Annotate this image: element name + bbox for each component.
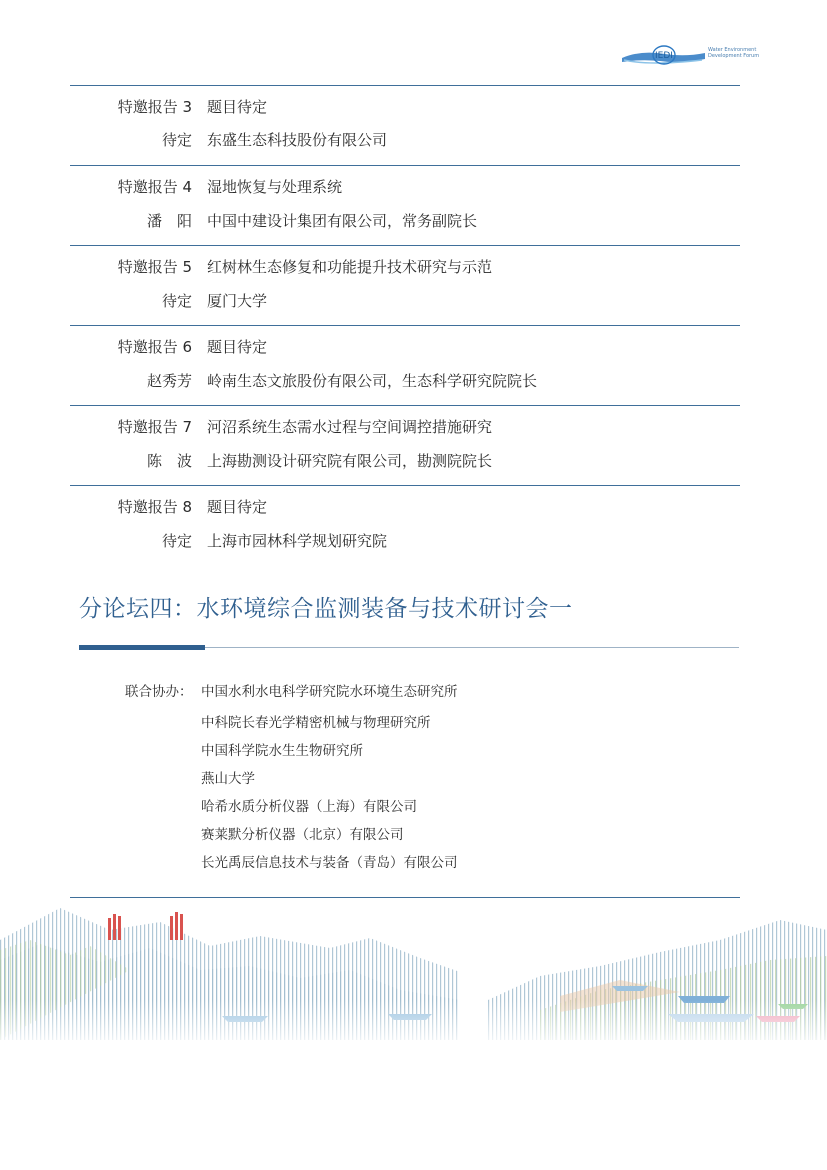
co-organizer-list [201, 681, 458, 877]
report-title-row [70, 176, 740, 198]
speaker-name: 潘 阳 [146, 212, 192, 230]
divider [70, 325, 740, 326]
report-title-row [70, 336, 740, 358]
list-item: 哈希水质分析仪器（上海）有限公司 [201, 799, 417, 815]
report-title-row [70, 256, 740, 278]
report-title: 红树林生态修复和功能提升技术研究与示范 [207, 258, 493, 276]
report-title-row [70, 416, 740, 438]
svg-text:IEDI: IEDI [655, 51, 673, 61]
section-accent-bar [79, 645, 205, 650]
speaker-name: 待定 [161, 532, 192, 550]
report-label: 特邀报告 8 [117, 498, 192, 516]
speaker-org: 东盛生态科技股份有限公司 [207, 131, 388, 149]
report-speaker-row [70, 530, 740, 552]
list-item: 中国水利水电科学研究院水环境生态研究所 [201, 684, 458, 700]
report-speaker-row [70, 129, 740, 151]
report-title: 河沼系统生态需水过程与空间调控措施研究 [207, 418, 493, 436]
report-title: 题目待定 [207, 98, 268, 116]
report-label: 特邀报告 5 [117, 258, 192, 276]
divider [70, 165, 740, 166]
speaker-name: 赵秀芳 [146, 372, 192, 390]
list-item: 中国科学院水生生物研究所 [201, 743, 363, 759]
divider [70, 897, 740, 898]
divider [70, 485, 740, 486]
report-speaker-row [70, 290, 740, 312]
list-item: 燕山大学 [201, 771, 255, 787]
speaker-org: 厦门大学 [207, 292, 268, 310]
divider [70, 405, 740, 406]
speaker-org: 上海勘测设计研究院有限公司，勘测院院长 [207, 452, 493, 470]
divider [70, 245, 740, 246]
report-speaker-row [70, 450, 740, 472]
report-speaker-row [70, 210, 740, 232]
landscape-illustration [0, 900, 827, 1050]
co-organizer-label: 联合协办： [125, 684, 193, 700]
speaker-org: 岭南生态文旅股份有限公司，生态科学研究院院长 [207, 372, 538, 390]
list-item: 赛莱默分析仪器（北京）有限公司 [201, 827, 404, 843]
report-speaker-row [70, 370, 740, 392]
report-label: 特邀报告 4 [117, 178, 192, 196]
report-title: 题目待定 [207, 498, 268, 516]
report-title: 题目待定 [207, 338, 268, 356]
report-label: 特邀报告 6 [117, 338, 192, 356]
speaker-name: 陈 波 [146, 452, 192, 470]
speaker-org: 上海市园林科学规划研究院 [207, 532, 388, 550]
divider [70, 85, 740, 86]
speaker-name: 待定 [161, 131, 192, 149]
speaker-name: 待定 [161, 292, 192, 310]
list-item: 中科院长春光学精密机械与物理研究所 [201, 715, 431, 731]
section-title: 分论坛四：水环境综合监测装备与技术研讨会一 [79, 596, 573, 622]
logo-caption: Water Environment Development Forum [708, 47, 760, 59]
report-label: 特邀报告 7 [117, 418, 192, 436]
speaker-org: 中国中建设计集团有限公司，常务副院长 [207, 212, 478, 230]
report-title-row [70, 496, 740, 518]
report-title: 湿地恢复与处理系统 [207, 178, 343, 196]
report-title-row [70, 96, 740, 118]
report-label: 特邀报告 3 [117, 98, 192, 116]
list-item: 长光禹辰信息技术与装备（青岛）有限公司 [201, 855, 458, 871]
